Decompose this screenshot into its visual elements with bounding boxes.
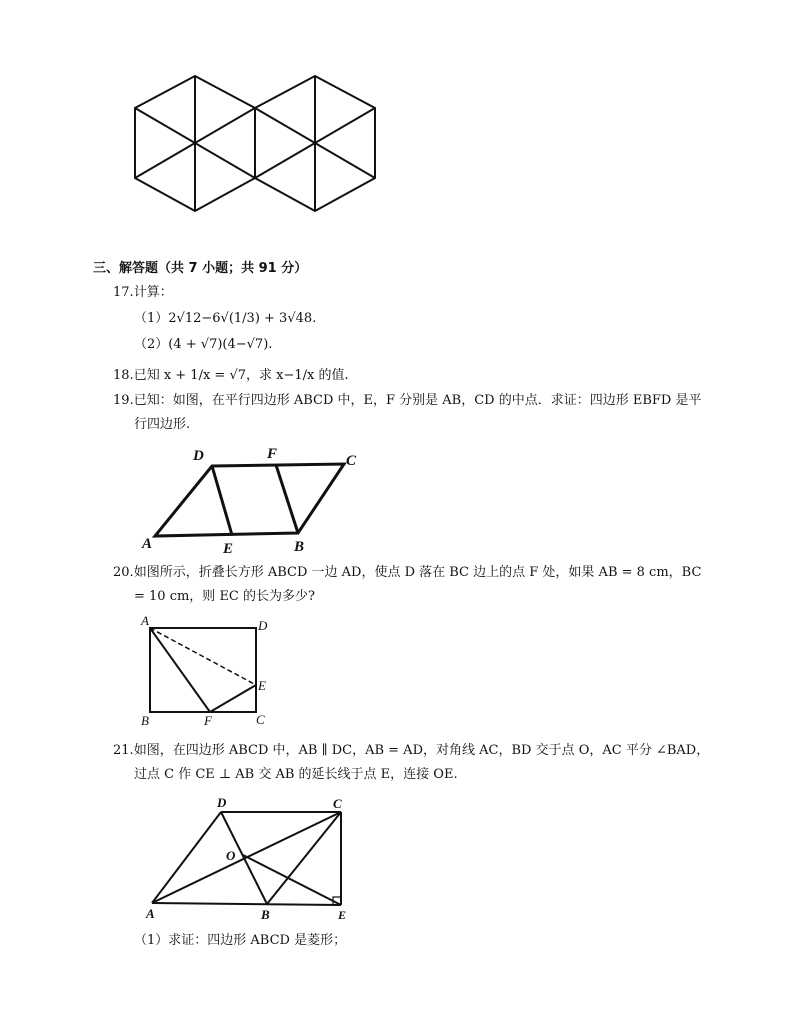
q19-label-F: F [267,446,278,462]
q20-label-D: D [258,618,268,633]
q19-label-C: C [346,453,357,469]
q21-label-A: A [146,906,155,921]
q20-label-F: F [204,713,212,728]
q17-part1 [134,310,316,328]
q19-text-line1: 已知：如图，在平行四边形 ABCD 中，E，F 分别是 AB，CD 的中点．求证：四边形 EBFD 是平 [133,393,702,408]
q21-number: 21. [113,743,134,758]
q21-label-E: E [338,908,347,922]
q21-label-O: O [226,848,236,863]
section-header: 三、解答题（共 7 小题；共 91 分） [93,261,308,276]
q18-text: 已知 x + 1/x = √7，求 x−1/x 的值. [133,368,349,383]
q17-part1-label: （1） [134,311,169,326]
q19-label-D: D [193,448,204,464]
q21-part1: （1）求证：四边形 ABCD 是菱形； [134,933,347,948]
parallelogram-figure [138,440,368,560]
q20-label-B: B [141,713,149,728]
folded-rectangle-figure [138,612,278,730]
q17-part2 [134,336,272,354]
q20-label-E: E [258,678,266,693]
q19-number: 19. [113,393,134,408]
q17-part2-expr: (4 + √7)(4−√7). [168,337,273,352]
q19-label-A: A [142,536,153,552]
q20-number: 20. [113,565,134,580]
q19-label-E: E [223,541,234,557]
q17-part1-expr: 2√12−6√(1/3) + 3√48. [168,311,317,326]
q21-text-line2: 过点 C 作 CE ⊥ AB 交 AB 的延长线于点 E，连接 OE. [134,767,458,782]
q20-label-A: A [141,613,149,628]
q20-label-C: C [256,712,265,727]
q18-number: 18. [113,368,134,383]
q19-text-line2: 行四边形. [134,417,191,432]
q21-line1 [113,742,709,760]
double-hexagon-figure [128,70,382,220]
rhombus-figure [143,792,363,922]
q19-line1 [113,392,701,410]
q17-part2-label: （2） [134,337,169,352]
q21-label-C: C [333,796,342,811]
q20-text-line2: = 10 cm，则 EC 的长为多少? [134,589,315,604]
q19-label-B: B [294,539,305,555]
q17-line [113,284,173,302]
q17-stem: 计算： [133,285,173,300]
q17-number: 17. [113,285,134,300]
q20-text-line1: 如图所示，折叠长方形 ABCD 一边 AD，使点 D 落在 BC 边上的点 F 处，如果 AB = 8 cm，BC [133,565,702,580]
q21-label-B: B [261,907,270,922]
q20-line1 [113,564,701,582]
q21-label-D: D [217,795,227,810]
q21-text-line1: 如图，在四边形 ABCD 中，AB ∥ DC，AB = AD，对角线 AC，BD 交于点 O，AC 平分 ∠BAD， [133,743,710,758]
q18-line [113,367,349,385]
